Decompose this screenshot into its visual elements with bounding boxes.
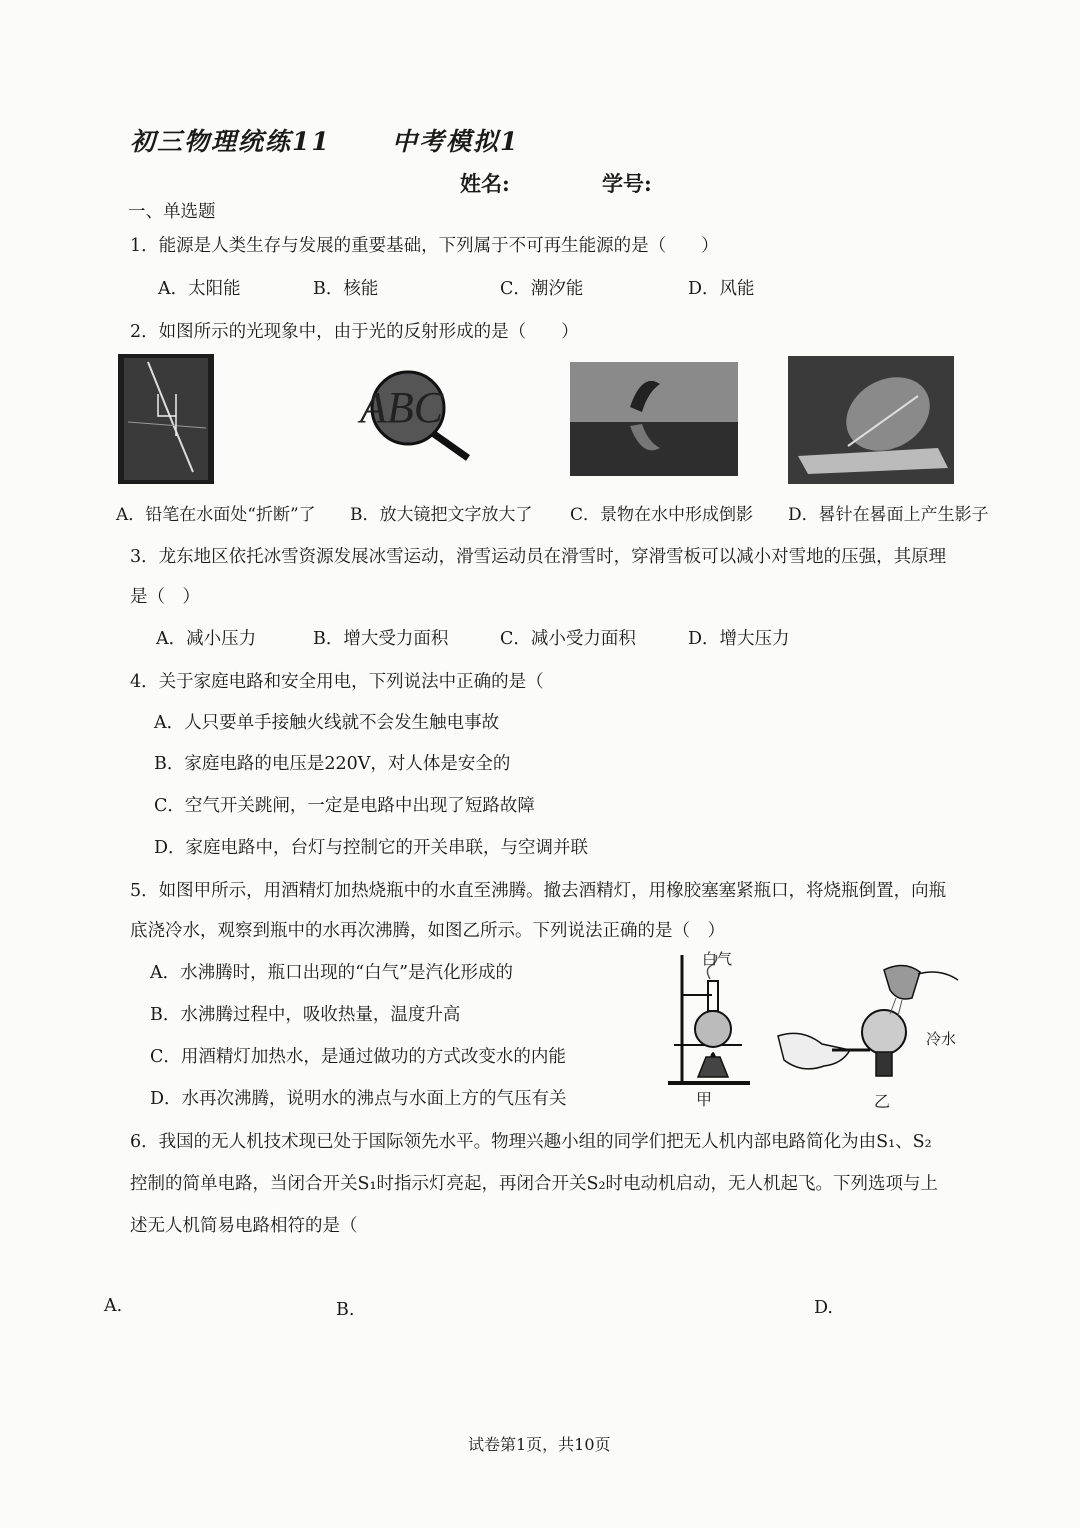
q3-option-a: A．减小压力 bbox=[156, 629, 257, 649]
exam-title: 初三物理统练11 bbox=[130, 127, 331, 156]
photo-magnifier bbox=[350, 360, 480, 465]
q5-option-a: A．水沸腾时，瓶口出现的“白气”是汽化形成的 bbox=[150, 963, 514, 983]
q4-option-d: D．家庭电路中，台灯与控制它的开关串联，与空调并联 bbox=[154, 838, 589, 858]
question-3-stem-line2: 是（ ） bbox=[130, 587, 200, 607]
question-6-stem-line3: 述无人机简易电路相符的是（ bbox=[130, 1216, 358, 1236]
question-2-stem: 2．如图所示的光现象中，由于光的反射形成的是（ ） bbox=[130, 322, 579, 342]
section-heading: 一、单选题 bbox=[128, 202, 216, 222]
q4-option-a: A．人只要单手接触火线就不会发生触电事故 bbox=[154, 713, 500, 733]
q2-caption-c: C．景物在水中形成倒影 bbox=[570, 505, 754, 525]
question-4-stem: 4．关于家庭电路和安全用电，下列说法中正确的是（ bbox=[130, 672, 544, 692]
page-footer: 试卷第1页，共10页 bbox=[468, 1435, 611, 1454]
student-id-label: 学号: bbox=[602, 171, 652, 196]
q3-option-d: D．增大压力 bbox=[688, 629, 790, 649]
q3-option-c: C．减小受力面积 bbox=[500, 629, 636, 649]
q6-option-d: D. bbox=[814, 1298, 833, 1318]
q1-option-a: A．太阳能 bbox=[158, 279, 241, 299]
photo-reflection bbox=[570, 362, 738, 476]
label-jia: 甲 bbox=[696, 1090, 713, 1109]
q1-option-b: B．核能 bbox=[313, 279, 379, 299]
q5-option-b: B．水沸腾过程中，吸收热量，温度升高 bbox=[150, 1005, 461, 1025]
q6-option-b: B. bbox=[336, 1300, 355, 1320]
question-6-stem-line2: 控制的简单电路，当闭合开关S₁时指示灯亮起，再闭合开关S₂时电动机启动，无人机起飞。下列选项与上 bbox=[130, 1174, 939, 1194]
q3-option-b: B．增大受力面积 bbox=[313, 629, 449, 649]
question-5-stem-line2: 底浇冷水，观察到瓶中的水再次沸腾，如图乙所示。下列说法正确的是（ ） bbox=[130, 921, 725, 941]
question-6-stem-line1: 6．我国的无人机技术现已处于国际领先水平。物理兴趣小组的同学们把无人机内部电路简化为由S₁、S₂ bbox=[130, 1132, 932, 1152]
exam-subtitle: 中考模拟1 bbox=[392, 127, 520, 156]
label-yi: 乙 bbox=[874, 1092, 891, 1111]
figure-jia-heating-flask bbox=[660, 945, 770, 1105]
q5-option-d: D．水再次沸腾，说明水的沸点与水面上方的气压有关 bbox=[150, 1089, 567, 1109]
photo-sundial bbox=[788, 356, 954, 484]
label-cold-water: 冷水 bbox=[926, 1030, 957, 1048]
figure-yi-cold-water bbox=[772, 958, 972, 1088]
question-1-stem: 1．能源是人类生存与发展的重要基础，下列属于不可再生能源的是（ ） bbox=[130, 236, 719, 256]
q6-option-a: A. bbox=[104, 1296, 123, 1316]
name-label: 姓名: bbox=[460, 171, 510, 196]
q2-caption-a: A．铅笔在水面处“折断”了 bbox=[116, 505, 316, 525]
label-steam: 白气 bbox=[702, 950, 733, 968]
q5-option-c: C．用酒精灯加热水，是通过做功的方式改变水的内能 bbox=[150, 1047, 566, 1067]
q2-caption-b: B．放大镜把文字放大了 bbox=[350, 505, 533, 525]
question-3-stem-line1: 3．龙东地区依托冰雪资源发展冰雪运动，滑雪运动员在滑雪时，穿滑雪板可以减小对雪地的压强，其原理 bbox=[130, 547, 947, 567]
magnifier-letters: ABC bbox=[360, 383, 444, 432]
question-5-stem-line1: 5．如图甲所示，用酒精灯加热烧瓶中的水直至沸腾。撤去酒精灯，用橡胶塞塞紧瓶口，将烧瓶倒置，向瓶 bbox=[130, 881, 947, 901]
q4-option-c: C．空气开关跳闸，一定是电路中出现了短路故障 bbox=[154, 796, 535, 816]
q1-option-d: D．风能 bbox=[688, 279, 755, 299]
q4-option-b: B．家庭电路的电压是220V，对人体是安全的 bbox=[154, 754, 511, 774]
photo-pencil-in-water bbox=[118, 354, 214, 484]
q2-caption-d: D．晷针在晷面上产生影子 bbox=[788, 505, 989, 525]
q1-option-c: C．潮汐能 bbox=[500, 279, 584, 299]
